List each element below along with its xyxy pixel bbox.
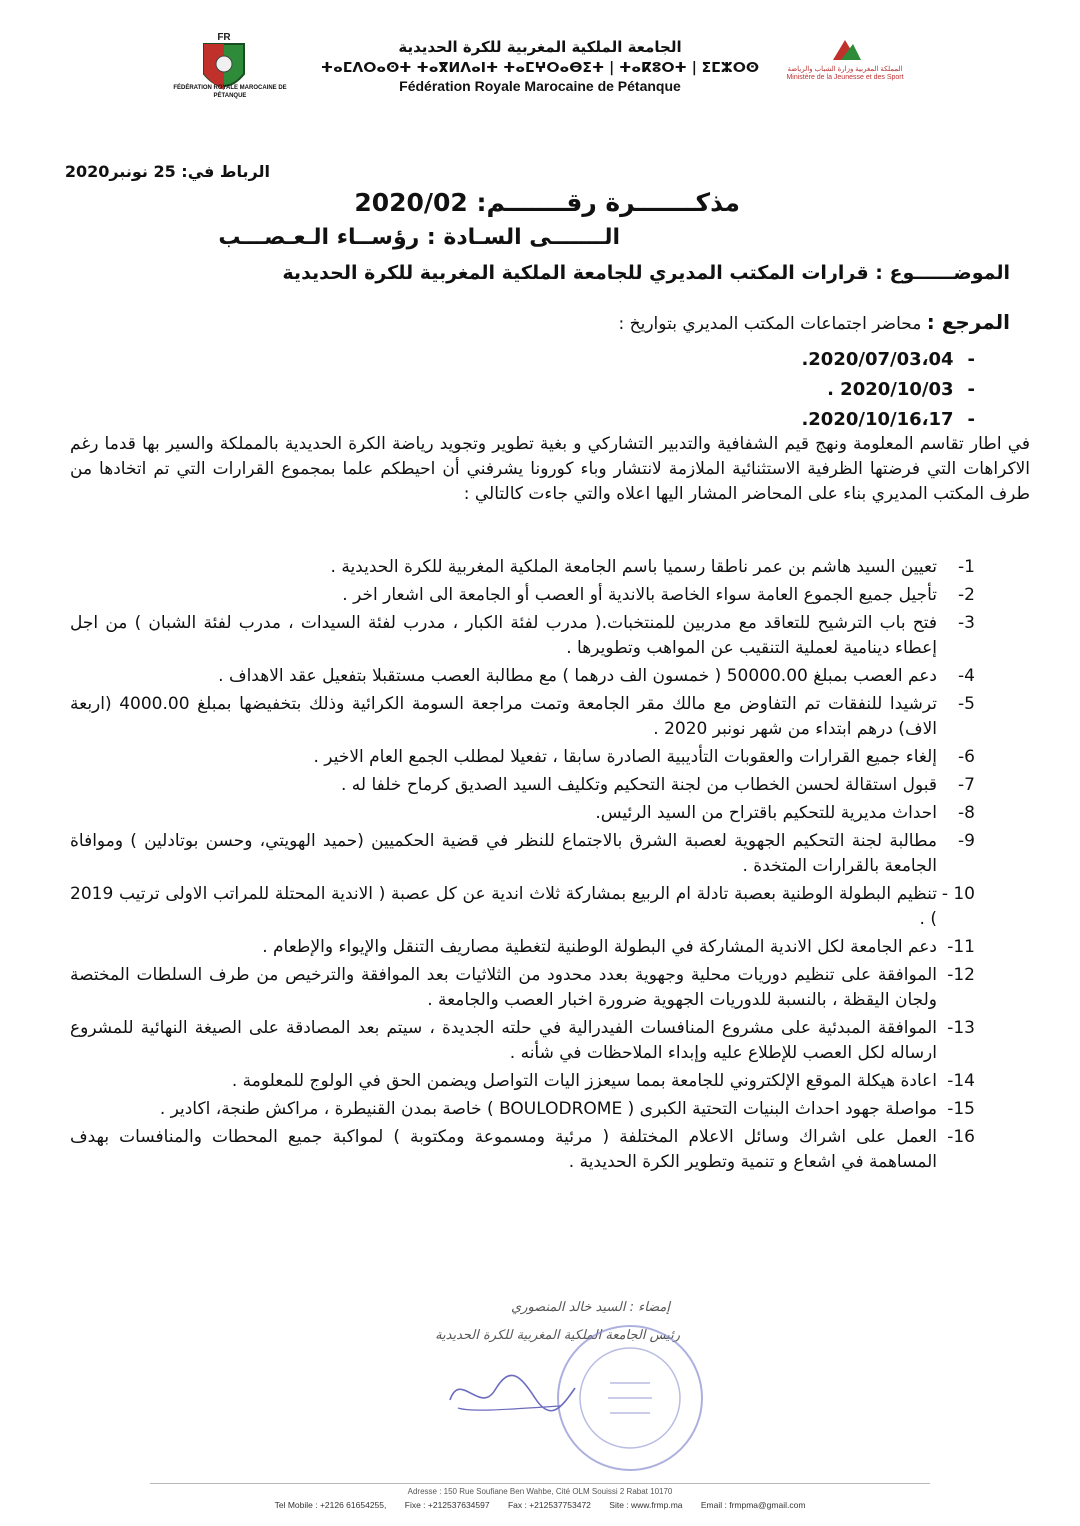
- federation-name-tifinagh: ⵜⴰⵎⴷⵔⴰⵙⵜ ⵜⴰⴳⵍⴷⴰⵏⵜ ⵜⴰⵎⵖⵔⴰⴱⵉⵜ | ⵜⴰⴽⵓⵔⵜ | ⵉⵎⵣⵔⵙ: [320, 60, 760, 76]
- federation-name-arabic: الجامعة الملكية المغربية للكرة الحديدية: [398, 38, 682, 56]
- list-item: 14- اعادة هيكلة الموقع الإلكتروني للجامعة بمما سيعزز اليات التواصل ويضمن الحق في الولوج للمعلومة .: [231, 1071, 975, 1091]
- footer-email[interactable]: Email : frmpma@gmail.com: [700, 1500, 806, 1510]
- footer-contact: [120, 1500, 960, 1510]
- footer-mobile: Tel Mobile : +2126 61654255,: [274, 1500, 387, 1510]
- reference-label: المرجع :: [926, 310, 1010, 334]
- reference-text: محاضر اجتماعات المكتب المديري بتواريخ :: [618, 314, 922, 334]
- list-item: 11- دعم الجامعة لكل الاندية المشاركة في البطولة الوطنية لتغطية مصاريف التنقل والإيواء والإطعام .: [262, 937, 975, 957]
- list-item: 3- فتح باب الترشيح للتعاقد مع مدربين للمنتخبات.( مدرب لفئة الكبار ، مدرب لفئة السيدات ، مدرب لفئة الشبان ) من اجل إعطاء دينامية لعملية التنقيب عن المواهب وتطويرها .: [70, 613, 975, 658]
- list-item: - 2020/07/03،04.: [801, 349, 975, 370]
- memo-title: مذكـــــــرة رقـــــــم: 2020/02: [354, 188, 740, 217]
- list-item: 2- تأجيل جميع الجموع العامة سواء الخاصة بالاندية أو العصب أو الجامعة الى اشعار اخر .: [342, 585, 975, 605]
- list-item: 1- تعيين السيد هاشم بن عمر ناطقا رسميا باسم الجامعة الملكية المغربية للكرة الحديدية .: [330, 557, 975, 577]
- handwritten-signature: [440, 1360, 580, 1420]
- footer-address: Adresse : 150 Rue Soufiane Ben Wahbe, Cité OLM Souissi 2 Rabat 10170: [407, 1487, 673, 1496]
- decisions-list: [70, 555, 975, 1178]
- list-item: 7- قبول استقالة لحسن الخطاب من لجنة التحكيم وتكليف السيد الصديق كرماح خلفا له .: [341, 775, 975, 795]
- intro-paragraph: في اطار تقاسم المعلومة ونهج قيم الشفافية والتدبير التشاركي و بغية تطوير وتجويد رياضة الكرة الحديدية بالمملكة والسير بها قدما رغم الاكراهات التي فرضتها الظرفية الاستثنائية الملازمة لانتشار وباء كورونا يشرفني أن احيطكم علما بمجموع القرارات التي تم اتخادها من طرف المكتب المديري بناء على المحاضر المشار اليها اعلاه والتي جاءت كالتالي :: [70, 434, 1030, 504]
- list-item: 9- مطالبة لجنة التحكيم الجهوية لعصبة الشرق بالاجتماع للنظر في قضية الحكميين (حميد الهويتي، وحسن بوتادلين ) وموافاة الجامعة بالقرارات المتخدة .: [70, 831, 975, 876]
- signature-title: رئيس الجامعة الملكية المغربية للكرة الحديدية: [435, 1328, 680, 1343]
- footer-divider: [150, 1483, 930, 1484]
- reference: [480, 310, 1010, 334]
- meeting-dates-list: [760, 345, 975, 435]
- list-item: 12- الموافقة على تنظيم دوريات محلية وجهوية بعدد محدود من الثلاثيات بعد الموافقة والترخيص من طرف السلطات المختصة ولجان اليقظة ، بالنسبة للدوريات الجهوية ضرورة اخبار العصب والجامعة .: [70, 965, 975, 1010]
- svg-text:FR: FR: [217, 32, 231, 43]
- addressee: الـــــــى السـادة : رؤســاء الـعـصـــب: [218, 225, 620, 250]
- list-item: 10 - تنظيم البطولة الوطنية بعصبة تادلة ام الربيع بمشاركة ثلاث اندية عن كل عصبة ( الاندية المحتلة للمراتب الاولى ترتيب 2019 ) .: [70, 884, 975, 929]
- footer-fixe: Fixe : +212537634597: [404, 1500, 490, 1510]
- date-line: الرباط في: 25 نونبر2020: [64, 162, 270, 181]
- list-item: 4- دعم العصب بمبلغ 50000.00 ( خمسون الف درهما ) مع مطالبة العصب مستقبلا بتفعيل عقد الاهداف .: [218, 666, 975, 686]
- list-item: 6- إلغاء جميع القرارات والعقوبات التأديبية الصادرة سابقا ، تفعيلا لمطلب الجمع العام الاخير .: [313, 747, 975, 767]
- list-item: 13- الموافقة المبدئية على مشروع المنافسات الفيدرالية في حلته الجديدة ، سيتم بعد المصادقة على الصيغة النهائية للمشروع ارساله لكل العصب للإطلاع عليه وإبداء الملاحظات في شأنه .: [70, 1018, 975, 1063]
- ministry-logo: [805, 36, 885, 136]
- list-item: - 2020/10/03 .: [827, 379, 975, 400]
- list-item: - 2020/10/16،17.: [801, 409, 975, 430]
- frmp-logo-caption: FÉDÉRATION ROYALE MAROCAINE DE PÉTANQUE: [173, 85, 287, 99]
- list-item: 15- مواصلة جهود احداث البنيات التحتية الكبرى ( BOULODROME ) خاصة بمدن القنيطرة ، مراكش طنجة، اكادير .: [159, 1099, 975, 1119]
- list-item: 5- ترشيدا للنفقات تم التفاوض مع مالك مقر الجامعة وتمت مراجعة السومة الكرائية وذلك بتخفيضها بمبلغ 4000.00 (اربعة الاف) درهم ابتداء من شهر نونبر 2020 .: [70, 694, 975, 739]
- footer-fax: Fax : +212537753472: [507, 1500, 591, 1510]
- federation-name-french: Fédération Royale Marocaine de Pétanque: [399, 78, 681, 94]
- footer-site[interactable]: Site : www.frmp.ma: [609, 1500, 683, 1510]
- list-item: 16- العمل على اشراك وسائل الاعلام المختلفة ( مرئية ومسموعة ومكتوبة ) لمواكبة جميع المحطات والمنافسات بهدف المساهمة في اشعاع و تنمية وتطوير الكرة الحديدية .: [70, 1127, 975, 1172]
- subject: الموضــــــوع : قرارات المكتب المديري للجامعة الملكية المغربية للكرة الحديدية: [282, 262, 1010, 284]
- ministry-caption: المملكة المغربية وزارة الشباب والرياضة Ministère de la Jeunesse et des Sport: [786, 66, 904, 81]
- signature-name: إمضاء : السيد خالد المنصوري: [511, 1300, 670, 1315]
- list-item: 8- احداث مديرية للتحكيم باقتراح من السيد الرئيس.: [595, 803, 975, 823]
